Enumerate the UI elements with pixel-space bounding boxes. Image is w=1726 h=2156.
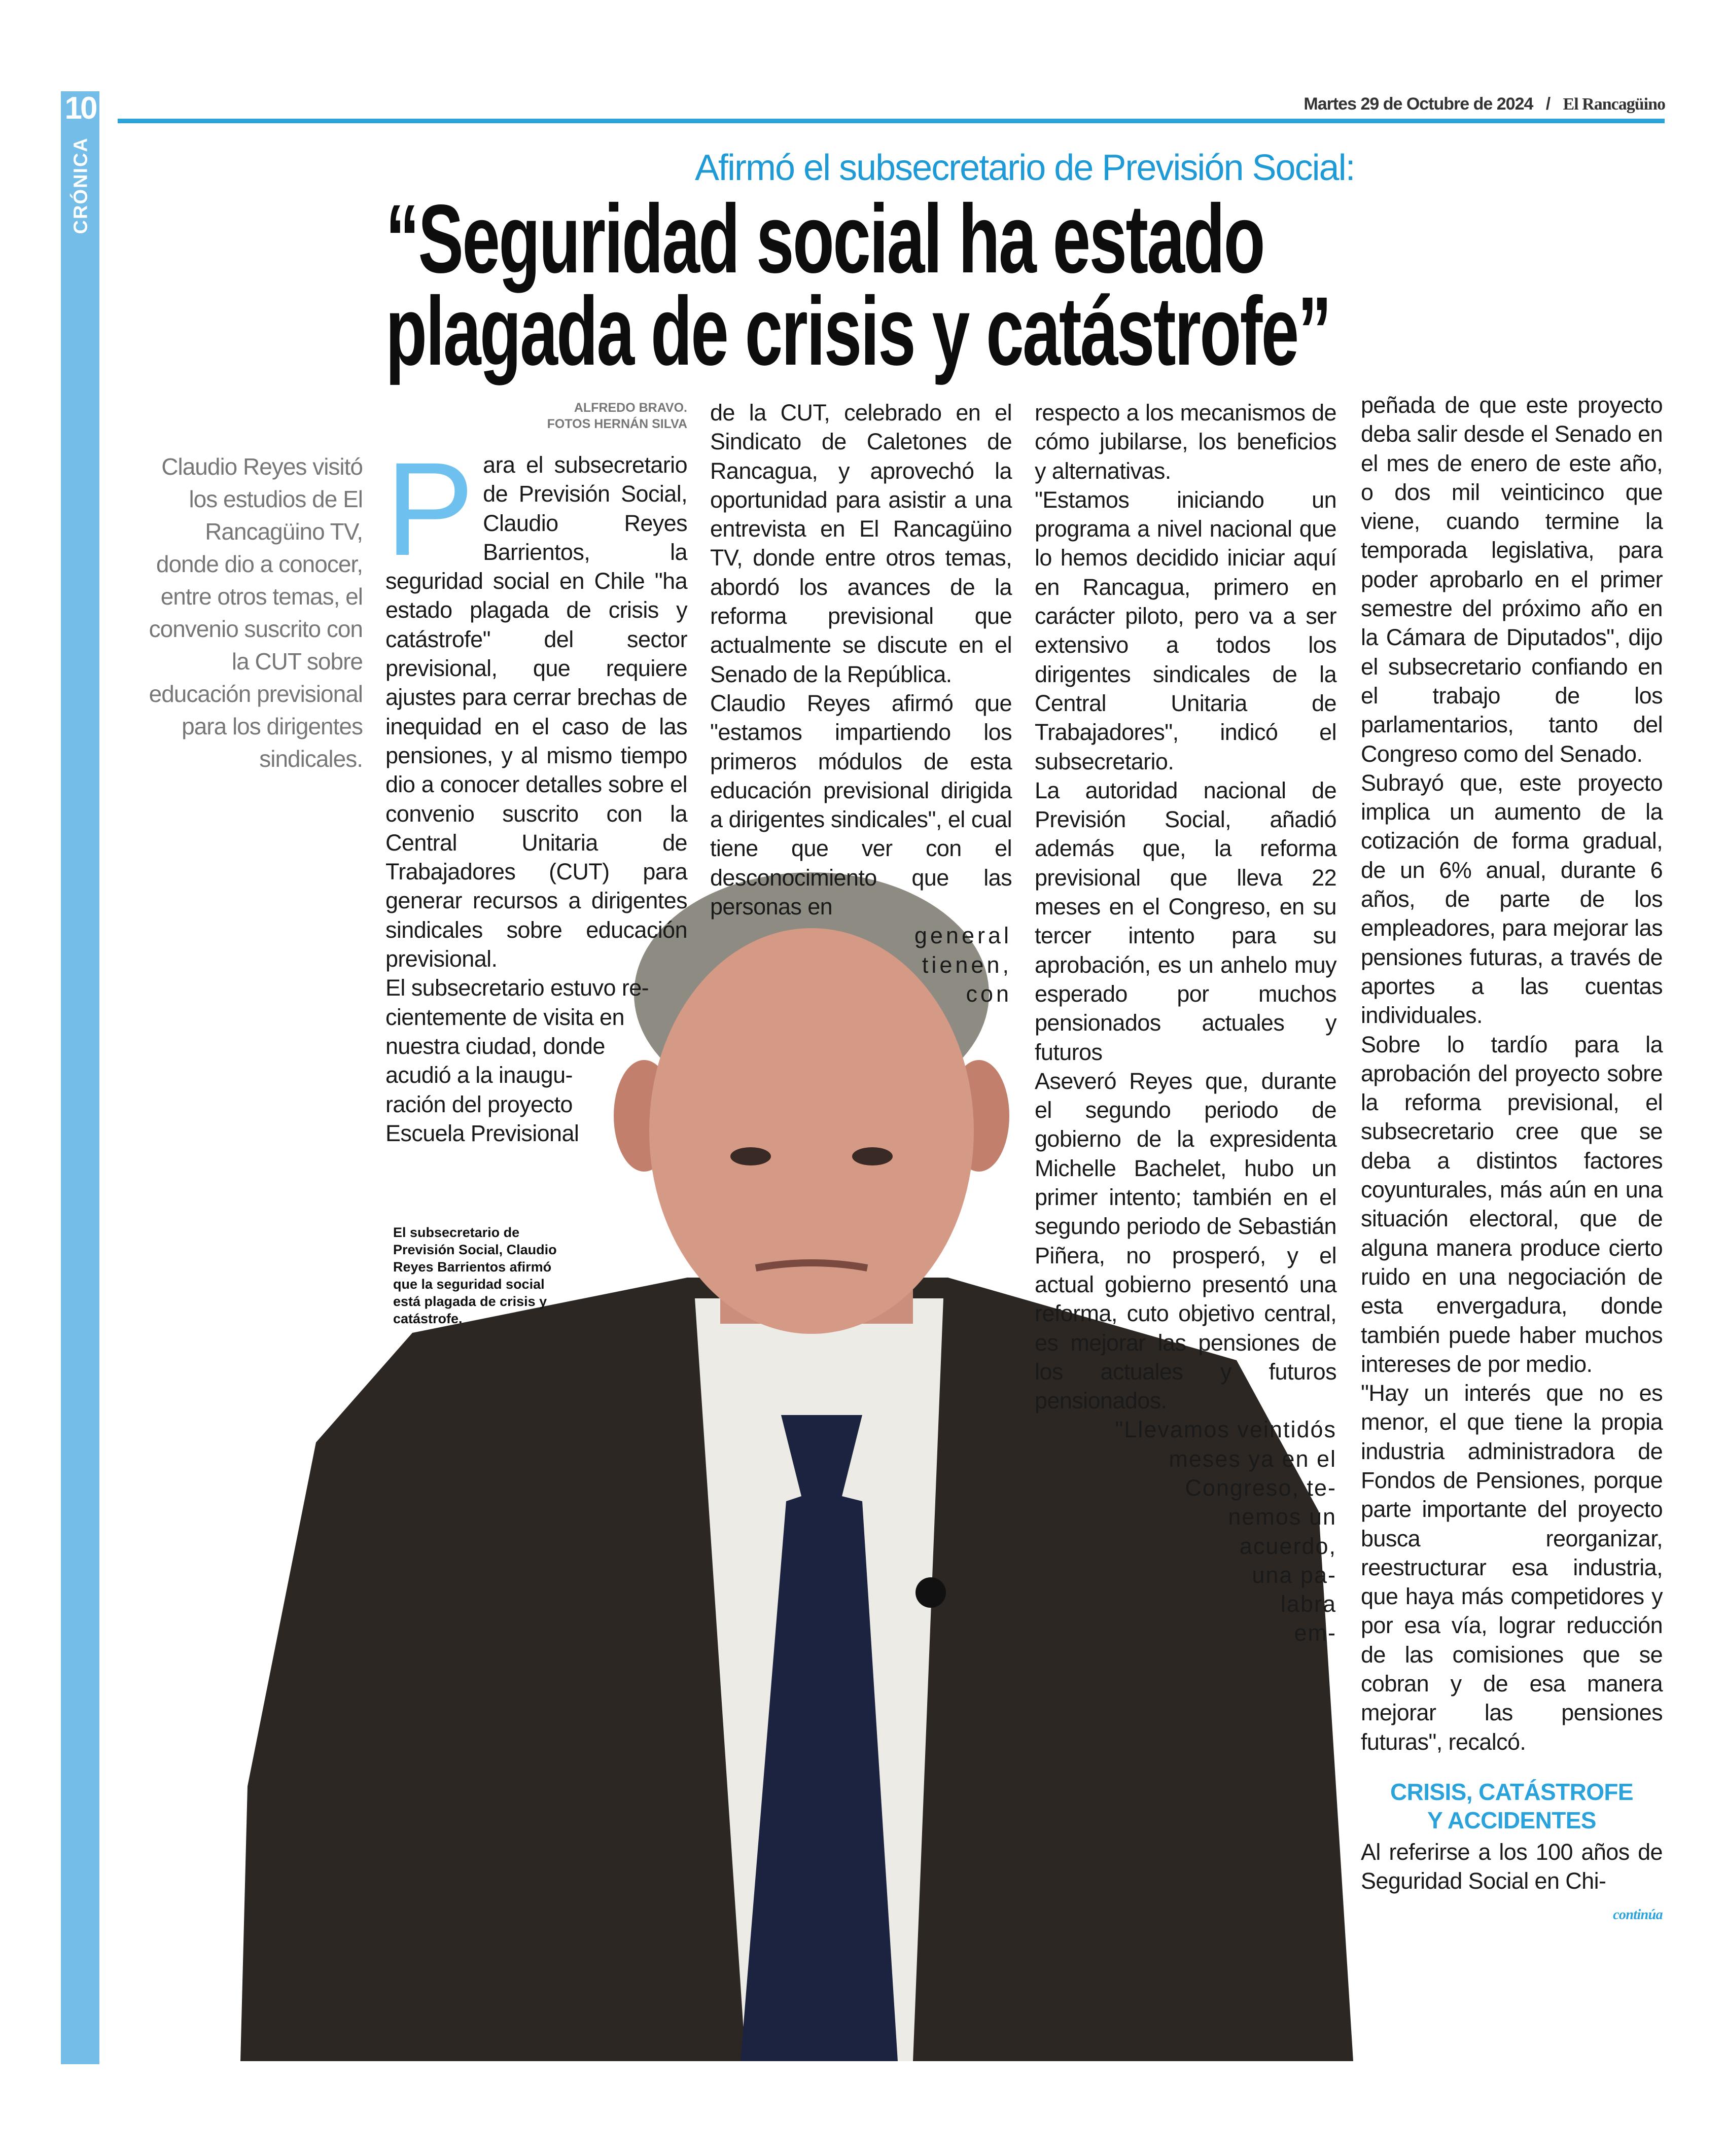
- text-line: tienen,: [922, 951, 1012, 978]
- text-line: nuestra ciudad, donde: [385, 1033, 605, 1059]
- continued-link[interactable]: continúa: [1613, 1906, 1663, 1923]
- text-line: labra: [1280, 1591, 1336, 1617]
- paragraph: "Hay un interés que no es menor, el que tiene la propia industria administradora de Fondos de Pensiones, porque parte importante del proyecto busca reorganizar, reestructurar esa industria, que haya más competidores y por esa vía, lograr reducción de las comisiones que se cobran y de esa manera mejorar las pensiones futuras", recalcó.: [1361, 1380, 1663, 1755]
- drop-cap: P: [385, 435, 474, 583]
- photo-eye-right: [852, 1147, 893, 1165]
- paragraph: La autoridad nacional de Previsión Social, añadió además que, la reforma previsional que lleva 22 meses en el Congreso, en su tercer intento para su aprobación, es un anhelo muy esperado por muchos pensionados actuales y futuros: [1035, 777, 1336, 1065]
- paragraph: peñada de que este proyecto deba salir desde el Senado en el mes de enero de este año, o dos mil veinticinco que viene, cuando termine la temporada legislativa, para poder aprobarlo en el primer semestre del próximo año en la Cámara de Diputados", dijo el subsecretario confiando en el trabajo de los parlamentarios, tanto del Congreso como del Senado.: [1361, 392, 1663, 767]
- paragraph: Aseveró Reyes que, durante el segundo periodo de gobierno de la expresidenta Michelle Bachelet, hubo un primer intento; también en el segundo periodo de Sebastián Piñera, no prosperó, y el actual gobierno presentó una reforma, cuto objetivo central, es mejorar las pensiones de los actuales y futuros pensionados.: [1035, 1068, 1336, 1414]
- text-line: Escuela Previsional: [385, 1120, 579, 1146]
- side-blurb: Claudio Reyes visitó los estudios de El Rancagüino TV, donde dio a conocer, entre otros temas, el convenio suscrito con la CUT sobre educación previsional para los dirigentes sindicales.: [149, 453, 363, 772]
- paragraph: Sobre lo tardío para la aprobación del proyecto sobre la reforma previsional, el subsecretario cree que se deba a distintos factores coyunturales, más aún en una situación electoral, que de alguna manera produce cierto ruido en una negociación de esta envergadura, donde también puede haber muchos intereses de por medio.: [1361, 1031, 1663, 1377]
- text-line: cientemente de visita en: [385, 1004, 624, 1030]
- text-line: Congreso, te-: [1185, 1474, 1336, 1501]
- headline-line-2: plagada de crisis y catástrofe”: [385, 276, 1330, 385]
- text-line: nemos un: [1228, 1504, 1336, 1530]
- paragraph: Al referirse a los 100 años de Seguridad Social en Chi-: [1361, 1839, 1663, 1894]
- paragraph: Subrayó que, este proyecto implica un aumento de la cotización de forma gradual, de un 6% anual, durante 6 años, de parte de los empleadores, para mejorar las pensiones futuras, a través de aportes a las cuentas individuales.: [1361, 769, 1663, 1029]
- article-column-4: [1361, 391, 1663, 1924]
- issue-date: Martes 29 de Octubre de 2024: [1304, 94, 1533, 114]
- text-line: ración del proyecto: [385, 1091, 573, 1117]
- paragraph: respecto a los mecanismos de cómo jubilarse, los beneficios y alternativas.: [1035, 400, 1336, 484]
- paragraph: Claudio Reyes afirmó que "estamos impartiendo los primeros módulos de esta educación previsional dirigida a dirigentes sindicales", el cual tiene que ver con el desconocimiento que las personas en: [710, 690, 1012, 920]
- text-line: El subsecretario estuvo re-: [385, 975, 649, 1001]
- text-line: una pa-: [1252, 1562, 1336, 1588]
- text-line: acudió a la inaugu-: [385, 1062, 573, 1088]
- subhead-line-1: CRISIS, CATÁSTROFE: [1390, 1778, 1634, 1805]
- column-1-wrap-text: [385, 973, 670, 1148]
- text-line: em-: [1294, 1620, 1336, 1646]
- column-2-wrap-text: [710, 921, 1012, 1008]
- column-3-wrap-text: [1035, 1415, 1336, 1647]
- text-line: acuerdo,: [1239, 1533, 1336, 1559]
- paragraph: "Estamos iniciando un programa a nivel nacional que lo hemos decidido iniciar aquí en Rancagua, primero en carácter piloto, pero va a ser extensivo a todos los dirigentes sindicales de la Central Unitaria de Trabajadores", indicó el subsecretario.: [1035, 486, 1336, 774]
- newspaper-name: El Rancagüino: [1563, 95, 1665, 114]
- photo-eye-left: [730, 1147, 771, 1165]
- article-kicker: Afirmó el subsecretario de Previsión Social:: [695, 148, 1355, 188]
- byline-photos: FOTOS HERNÁN SILVA: [547, 417, 687, 431]
- photo-caption: El subsecretario de Previsión Social, Claudio Reyes Barrientos afirmó que la seguridad social está plagada de crisis y catástrofe.: [393, 1225, 557, 1327]
- page-number: 10: [64, 91, 96, 126]
- headline-line-1: “Seguridad social ha estado: [385, 184, 1264, 293]
- subhead-line-2: Y ACCIDENTES: [1427, 1807, 1596, 1833]
- text-line: con: [966, 980, 1012, 1007]
- photo-lapel-mic: [915, 1577, 946, 1608]
- paragraph: ara el subsecretario de Previsión Social, Claudio Reyes Barrientos, la seguridad social en Chile "ha estado plagada de crisis y catástrofe" del sector previsional, que requiere ajustes para cerrar brechas de inequidad en el caso de las pensiones, y al mismo tiempo dio a conocer detalles sobre el convenio suscrito con la Central Unitaria de Trabajadores (CUT) para generar recursos a dirigentes sindicales sobre educación previsional.: [385, 452, 687, 972]
- text-line: "Llevamos veintidós: [1115, 1417, 1336, 1443]
- article-column-1: [385, 435, 687, 1327]
- header-separator: /: [1545, 94, 1551, 114]
- section-subhead: [1361, 1778, 1663, 1834]
- article-column-2: [710, 398, 1012, 1008]
- byline-author: ALFREDO BRAVO.: [574, 401, 687, 415]
- paragraph: de la CUT, celebrado en el Sindicato de Caletones de Rancagua, y aprovechó la oportunidad para asistir a una entrevista en El Rancagüino TV, donde entre otros temas, abordó los avances de la reforma previsional que actualmente se discute en el Senado de la República.: [710, 400, 1012, 687]
- text-line: meses ya en el: [1169, 1445, 1336, 1472]
- article-column-3: [1035, 398, 1336, 1648]
- section-label: CRÓNICA: [70, 137, 92, 234]
- text-line: general: [914, 923, 1012, 949]
